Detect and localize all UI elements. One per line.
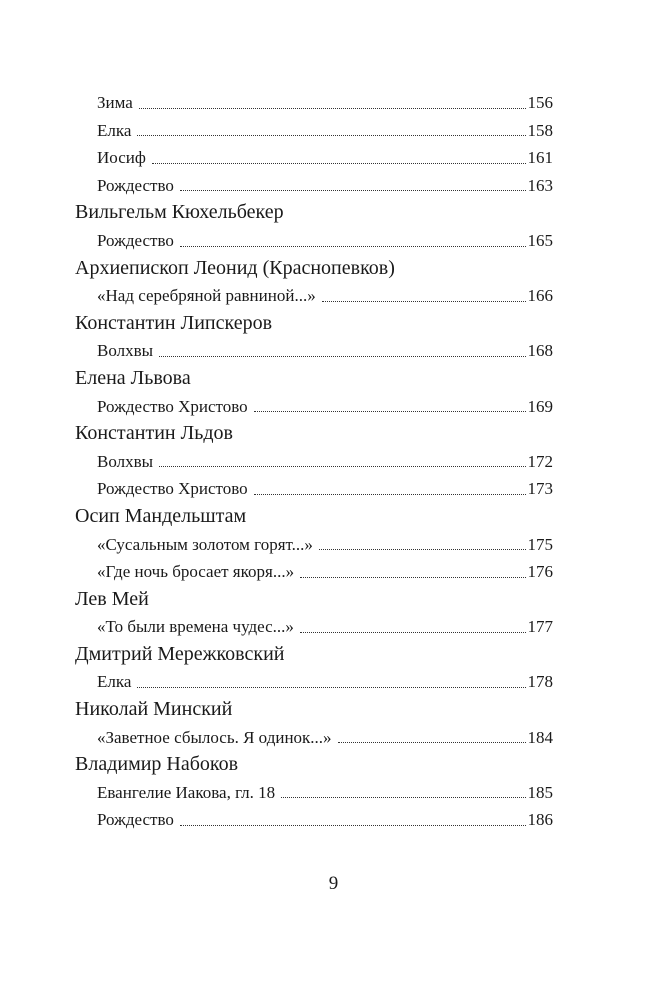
dot-leader: [152, 144, 526, 172]
toc-entry-page: 158: [527, 120, 553, 140]
toc-entry-title: Рождество: [97, 230, 174, 250]
toc-author: Вильгельм Кюхельбекер: [75, 201, 284, 224]
dot-leader: [319, 531, 526, 559]
toc-author: Владимир Набоков: [75, 753, 239, 776]
page-number: 9: [328, 873, 339, 894]
dot-leader: [180, 806, 526, 834]
dot-leader: [254, 393, 526, 421]
toc-entry: [75, 89, 553, 117]
toc-entry-title: Евангелие Иакова, гл. 18: [97, 782, 276, 802]
toc-entry-page: 168: [527, 341, 553, 361]
toc-entry: [75, 668, 553, 696]
toc-entry: [75, 448, 553, 476]
toc-entry-page: 166: [527, 286, 553, 306]
dot-leader: [254, 475, 526, 503]
toc-entry-page: 185: [527, 782, 553, 802]
dot-leader: [137, 117, 525, 145]
toc-author: Архиепископ Леонид (Краснопевков): [75, 256, 395, 279]
toc-entry: [75, 613, 553, 641]
toc-entry-page: 177: [527, 617, 553, 637]
toc-entry-page: 175: [527, 534, 553, 554]
toc-entry: [75, 475, 553, 503]
dot-leader: [159, 448, 525, 476]
toc-author: Осип Мандельштам: [75, 504, 247, 527]
dot-leader: [322, 282, 526, 310]
table-of-contents: [75, 89, 553, 834]
toc-entry-title: Елка: [97, 672, 132, 692]
toc-author: Константин Липскеров: [75, 311, 273, 334]
toc-entry-title: Рождество: [97, 175, 174, 195]
toc-author: Дмитрий Мережковский: [75, 642, 285, 665]
toc-entry: [75, 282, 553, 310]
toc-entry-page: 156: [527, 93, 553, 112]
dot-leader: [180, 227, 526, 255]
toc-entry-title: Зима: [97, 93, 133, 112]
dot-leader: [300, 613, 526, 641]
toc-entry-page: 163: [527, 175, 553, 195]
toc-entry-title: Рождество Христово: [97, 479, 248, 499]
toc-entry-title: Волхвы: [97, 451, 154, 471]
toc-entry-title: Елка: [97, 120, 132, 140]
toc-entry: [75, 227, 553, 255]
toc-entry-page: 161: [527, 148, 553, 168]
toc-entry-page: 176: [527, 562, 553, 582]
dot-leader: [180, 172, 526, 200]
toc-entry-page: 169: [527, 396, 553, 416]
toc-entry-page: 184: [527, 727, 553, 747]
toc-author: Елена Львова: [75, 366, 191, 389]
toc-entry: [75, 144, 553, 172]
toc-author: Лев Мей: [75, 587, 149, 610]
dot-leader: [159, 337, 525, 365]
dot-leader: [281, 779, 525, 807]
toc-entry: [75, 531, 553, 559]
toc-entry: [75, 393, 553, 421]
toc-entry: [75, 558, 553, 586]
dot-leader: [300, 558, 525, 586]
toc-entry: [75, 337, 553, 365]
dot-leader: [137, 668, 525, 696]
toc-entry-page: 165: [527, 230, 553, 250]
toc-author: Константин Льдов: [75, 422, 233, 445]
toc-entry-page: 178: [527, 672, 553, 692]
toc-entry: [75, 724, 553, 752]
toc-entry: [75, 806, 553, 834]
toc-entry: [75, 117, 553, 145]
dot-leader: [338, 724, 526, 752]
toc-entry-title: Рождество: [97, 810, 174, 830]
toc-author: Николай Минский: [75, 698, 233, 721]
toc-entry-title: «То были времена чудес...»: [97, 617, 294, 637]
dot-leader: [139, 89, 526, 117]
toc-entry-title: Рождество Христово: [97, 396, 248, 416]
toc-entry-title: Волхвы: [97, 341, 154, 361]
toc-entry: [75, 779, 553, 807]
toc-entry-page: 172: [527, 451, 553, 471]
toc-entry-title: «Над серебряной равниной...»: [97, 286, 316, 306]
toc-entry-title: «Где ночь бросает якоря...»: [97, 562, 295, 582]
toc-entry-title: Иосиф: [97, 148, 146, 168]
toc-entry-page: 186: [527, 810, 553, 830]
toc-entry-title: «Заветное сбылось. Я одинок...»: [97, 727, 332, 747]
toc-entry-title: «Сусальным золотом горят...»: [97, 534, 313, 554]
toc-entry-page: 173: [527, 479, 553, 499]
toc-entry: [75, 172, 553, 200]
